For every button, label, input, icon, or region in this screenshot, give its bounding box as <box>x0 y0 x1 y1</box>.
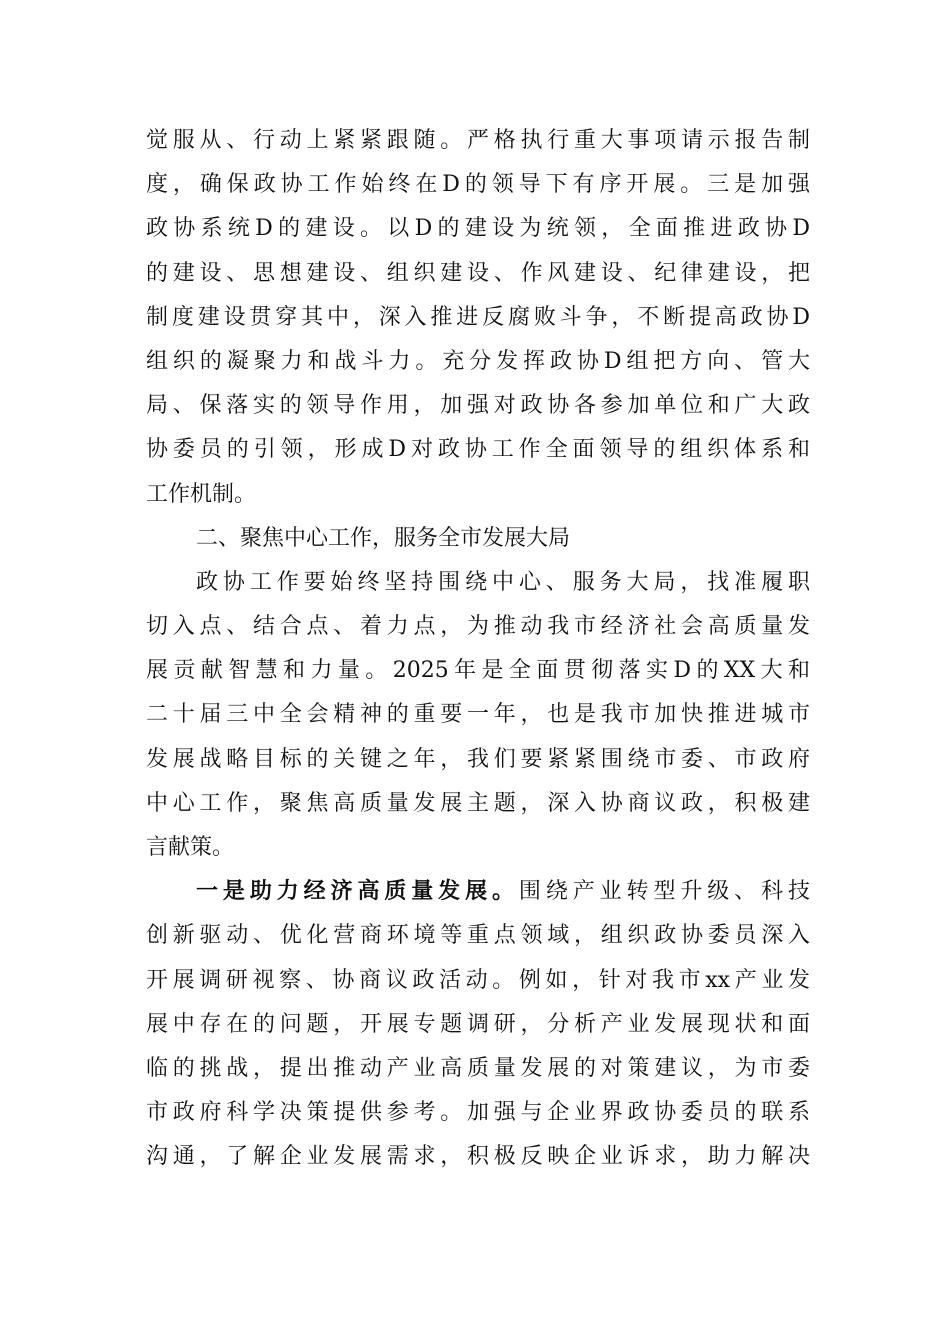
text-line: 工作机制。 <box>146 481 257 507</box>
text-line: 中心工作，聚焦高质量发展主题，深入协商议政，积极建 <box>146 790 810 816</box>
text-line: 觉服从、行动上紧紧跟随。严格执行重大事项请示报告制 <box>146 128 810 153</box>
text-line: 二十届三中全会精神的重要一年，也是我市加快推进城市 <box>146 702 810 728</box>
paragraph-center-work <box>146 561 810 870</box>
text-line: 展中存在的问题，开展专题调研，分析产业发展现状和面 <box>146 1011 810 1037</box>
text-line: 言献策。 <box>146 835 235 860</box>
text-line: 临的挑战，提出推动产业高质量发展的对策建议，为市委 <box>146 1055 810 1081</box>
text-line: 沟通，了解企业发展需求，积极反映企业诉求，助力解决 <box>146 1144 810 1170</box>
text-run: 围绕产业转型升级、科技 <box>518 879 810 905</box>
text-line: 制度建设贯穿其中，深入推进反腐败斗争，不断提高政协D <box>146 304 810 330</box>
text-line: 创新驱动、优化营商环境等重点领域，组织政协委员深入 <box>146 923 810 949</box>
bold-lead-phrase: 一是助力经济高质量发展。 <box>196 879 519 905</box>
text-line: 政协工作要始终坚持围绕中心、服务大局，找准履职 <box>196 569 810 595</box>
paragraph-party-leadership <box>146 119 810 517</box>
text-line: 局、保落实的领导作用，加强对政协各参加单位和广大政 <box>146 393 810 419</box>
document-page <box>146 119 810 1180</box>
text-line: 市政府科学决策提供参考。加强与企业界政协委员的联系 <box>146 1100 810 1126</box>
section-heading: 二、聚焦中心工作，服务全市发展大局 <box>196 525 571 551</box>
text-line: 展贡献智慧和力量。2025年是全面贯彻落实D的XX大和 <box>146 658 810 684</box>
text-line: 政协系统D的建设。以D的建设为统领，全面推进政协D <box>146 216 810 242</box>
text-line: 协委员的引领，形成D对政协工作全面领导的组织体系和 <box>146 437 810 463</box>
text-line: 度，确保政协工作始终在D的领导下有序开展。三是加强 <box>146 172 810 198</box>
text-line: 开展调研视察、协商议政活动。例如，针对我市xx产业发 <box>146 967 810 993</box>
text-line: 的建设、思想建设、组织建设、作风建设、纪律建设，把 <box>146 260 810 286</box>
paragraph-economic-development <box>146 870 810 1179</box>
text-line <box>146 870 810 914</box>
text-line: 发展战略目标的关键之年，我们要紧紧围绕市委、市政府 <box>146 746 810 772</box>
text-line: 切入点、结合点、着力点，为推动我市经济社会高质量发 <box>146 614 810 640</box>
text-line: 组织的凝聚力和战斗力。充分发挥政协D组把方向、管大 <box>146 348 810 374</box>
